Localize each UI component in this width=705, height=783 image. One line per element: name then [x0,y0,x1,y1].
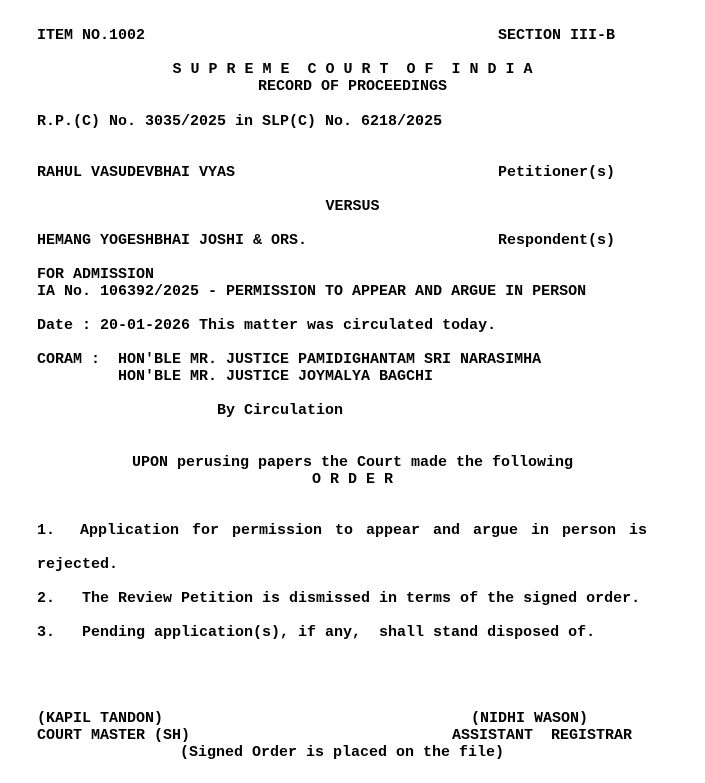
order-intro: UPON perusing papers the Court made the following [131,454,574,471]
order-item-2-text: The Review Petition is dismissed in terms of the signed order. [82,590,641,607]
document-subtitle: RECORD OF PROCEEDINGS [257,78,448,95]
coram-judge-1: HON'BLE MR. JUSTICE PAMIDIGHANTAM SRI NARASIMHA [118,351,542,368]
petitioner-role: Petitioner(s) [498,164,616,181]
coram-judge-2: HON'BLE MR. JUSTICE JOYMALYA BAGCHI [118,368,434,385]
order-item-3-number: 3. [37,624,56,641]
item-number: ITEM NO.1002 [37,27,146,44]
versus-label: VERSUS [325,198,380,215]
ia-line: IA No. 106392/2025 - PERMISSION TO APPEAR AND ARGUE IN PERSON [37,283,587,300]
signatory-right-name: (NIDHI WASON) [471,710,589,727]
respondent-name: HEMANG YOGESHBHAI JOSHI & ORS. [37,232,308,249]
signatory-left-name: (KAPIL TANDON) [37,710,164,727]
signatory-left-title: COURT MASTER (SH) [37,727,191,744]
coram-label: CORAM : [37,351,101,368]
signed-order-note: (Signed Order is placed on the file) [180,744,505,761]
section-label: SECTION III-B [498,27,616,44]
order-item-3-text: Pending application(s), if any, shall stand disposed of. [82,624,596,641]
petitioner-name: RAHUL VASUDEVBHAI VYAS [37,164,236,181]
order-heading: O R D E R [311,471,393,488]
by-circulation: By Circulation [217,402,344,419]
court-name: S U P R E M E C O U R T O F I N D I A [172,61,533,78]
order-item-1-text: Application for permission to appear and argue in person is [80,522,647,539]
order-item-1-continuation: rejected. [37,556,119,573]
case-number: R.P.(C) No. 3035/2025 in SLP(C) No. 6218/2025 [37,113,443,130]
order-item-2-number: 2. [37,590,56,607]
respondent-role: Respondent(s) [498,232,616,249]
signatory-right-title: ASSISTANT REGISTRAR [452,727,633,744]
admission-heading: FOR ADMISSION [37,266,155,283]
date-line: Date : 20-01-2026 This matter was circulated today. [37,317,497,334]
order-item-1-number: 1. [37,522,56,539]
